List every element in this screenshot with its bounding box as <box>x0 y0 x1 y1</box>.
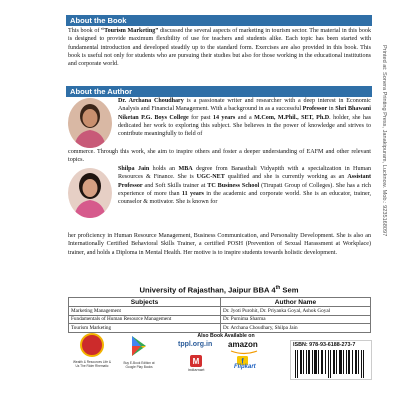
university-line-suffix: Sem <box>280 285 299 295</box>
table-row <box>69 324 371 333</box>
printer-info-vertical: Printed at: Sonera Printing Press, Janakipuram, Lucknow. Mob.: 9235168097 <box>381 45 387 237</box>
author2-bio: Shilpa Jain holds an MBA degree from Banasthali Vidyapith with a specialization in Human Resources & Finance. She is UGC-NET qualified and she is currently working as an Assistant Professor and Soft Skills trainer at TC Business School (Tirupati Group of Colleges). She has a rich experience of more than 11 years in the academic and corporate world. She is an educator, trainer, counselor & motivator. She is known for <box>118 166 372 206</box>
author-name-column-header: Author Name <box>221 298 371 307</box>
subject-cell: Tourism Marketing <box>69 324 221 333</box>
publisher-logo <box>72 333 112 377</box>
about-author-heading: About the Author <box>66 86 372 97</box>
amazon-logo[interactable]: amazon <box>228 340 258 349</box>
retailers-block <box>170 333 282 383</box>
subject-cell: Fundamentals of Human Resource Management <box>69 315 221 324</box>
svg-text:f: f <box>241 358 244 365</box>
publisher-emblem-icon <box>80 333 104 357</box>
author1-photo <box>68 98 112 148</box>
subject-cell: Marketing Management <box>69 307 221 316</box>
university-line-prefix: University of Rajasthan, Jaipur BBA 4 <box>139 285 276 295</box>
google-play-ebook-badge[interactable] <box>118 333 160 377</box>
university-course-title <box>66 285 372 295</box>
table-row <box>69 307 371 316</box>
indiamart-logo[interactable]: indiamart <box>188 367 205 372</box>
barcode-icon <box>295 350 369 378</box>
university-line-sup: th <box>275 285 281 291</box>
author2-photo <box>68 168 112 218</box>
about-book-heading: About the Book <box>66 15 372 26</box>
tppl-link[interactable]: tppl.org.in <box>178 341 213 348</box>
author-cell: Dr. Archana Choudhary, Shilpa Jain <box>221 324 371 333</box>
author1-bio: Dr. Archana Choudhary is a passionate writer and researcher with a deep interest in Economic Analysis and Financial Management. With a background in as a successful Professor in Shri Bhawani Niketan P.G. Boys College for past 14 years and a M.Com, M.Phil., SET, Ph.D. holder, she has dedicated her work to exploring this subject. She believes in the power of knowledge and strives to contribute meaningfully to field of <box>118 98 372 138</box>
author2-bio-continued: her proficiency in Human Resource Management, Business Communication, and Personality Development. She is also an Internationally Certified Behavioral Skills Trainer, a certified POSH (Prevention of Sexual Harassment at Workplace) trainer, and holds a Diploma in Mental Health. Her motive is to inspire students towards holistic development. <box>68 233 371 256</box>
flipkart-logo[interactable]: Flipkart <box>234 364 256 370</box>
isbn-number: ISBN: 978-93-6188-273-7 <box>293 342 356 348</box>
about-book-text: This book of “Tourism Marketing” discussed the several aspects of marketing in tourism sector. The material in this book is designed to provide maximum flexibility of use for teachers and students alike. Each topic has been started with fundamental introduction and developed steadily up to the standard form. Exercises are also provided in this book. This book is useful not only for students who are pursuing their studies but also for those working in the educational institutions and corporate world. <box>68 28 371 68</box>
table-header-row <box>69 298 371 307</box>
author1-bio-continued: commerce. Through this work, she aim to inspire others and foster a deeper understanding of EAFM and other relevant topics. <box>68 149 371 164</box>
publisher-logo-caption: Wealth & Resources Life & Us The Rider Rhematic <box>72 360 112 368</box>
indiamart-icon <box>190 355 202 367</box>
author-cell: Dr. Jyoti Purohit, Dr. Priyanka Goyal, Ashok Goyal <box>221 307 371 316</box>
available-on-label: Also Book Available on <box>197 333 255 339</box>
svg-text:M: M <box>192 357 200 366</box>
ebook-caption: Buy E-Book Edition at Google Play Books <box>123 361 155 369</box>
google-play-icon <box>130 335 148 357</box>
subjects-table <box>68 297 371 333</box>
table-row <box>69 315 371 324</box>
author-cell: Dr. Purnima Sharma <box>221 315 371 324</box>
isbn-barcode <box>290 340 372 380</box>
subjects-column-header: Subjects <box>69 298 221 307</box>
